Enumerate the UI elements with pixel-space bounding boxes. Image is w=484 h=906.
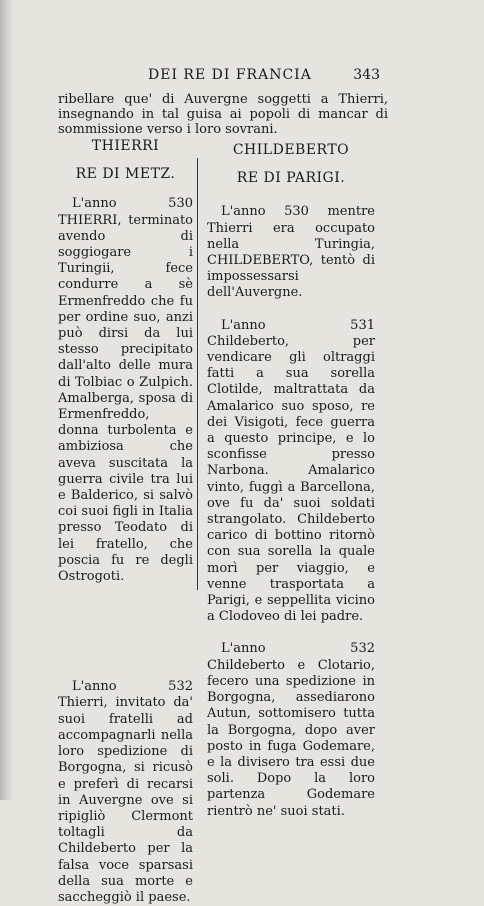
page-number: 343	[353, 67, 380, 83]
running-title: DEI RE DI FRANCIA	[148, 67, 312, 83]
right-paragraph: L'anno 530 mentre Thierri era occupato nella Turingia, CHILDEBERTO, tentò di impossessarsi dell'Auvergne.	[207, 204, 375, 301]
column-divider	[197, 158, 198, 590]
left-paragraph: L'anno 530 THIERRI, terminato avendo di soggiogare i Turingii, fece condurre a sè Ermenfreddo che fu per ordine suo, anzi può dirsi da lui stesso precipitato dall'alto delle mura di Tolbiac o Zulpich. Amalberga, sposa di Ermenfreddo, donna turbolenta e ambiziosa che aveva suscitata la guerra civile tra lui e Balderico, si salvò coi suoi figli in Italia presso Teodato di lei fratello, che poscia fu re degli Ostrogoti.	[58, 196, 193, 585]
right-column	[207, 142, 375, 820]
continuation-paragraph: ribellare que' di Auvergne soggetti a Thierri, insegnando in tal guisa ai popoli di mancar di sommissione verso i loro sovrani.	[58, 92, 388, 137]
left-paragraph: L'anno 532 Thierri, invitato da' suoi fratelli ad accompagnarli nella loro spedizione di Borgogna, si ricusò e preferì di recarsi in Auvergne ove si ripigliò Clermont toltagli da Childeberto per la falsa voce sparsasi della sua morte e saccheggiò il paese.	[58, 679, 193, 905]
right-column-subheading: RE DI PARIGI.	[236, 170, 346, 187]
left-column-subheading: RE DI METZ.	[75, 166, 176, 183]
right-paragraph: L'anno 531 Childeberto, per vendicare gli oltraggi fatti a sua sorella Clotilde, maltrattata da Amalarico suo sposo, re dei Visigoti, fece guerra a questo principe, e lo sconfisse presso Narbona. Amalarico vinto, fuggì a Barcellona, ove fu da' suoi soldati strangolato. Childeberto carico di bottino ritornò con sua sorella la quale morì per viaggio, e venne trasportata a Parigi, e seppellita vicino a Clodoveo di lei padre.	[207, 317, 375, 625]
right-paragraph: L'anno 532 Childeberto e Clotario, fecero una spedizione in Borgogna, assediarono Autun, sottomisero tutta la Borgogna, dopo aver posto in fuga Godemare, e la divisero tra essi due soli. Dopo la loro partenza Godemare rientrò ne' suoi stati.	[207, 641, 375, 819]
left-column-heading: THIERRI	[91, 138, 160, 154]
right-column-heading: CHILDEBERTO	[232, 142, 350, 158]
left-column	[58, 138, 193, 906]
